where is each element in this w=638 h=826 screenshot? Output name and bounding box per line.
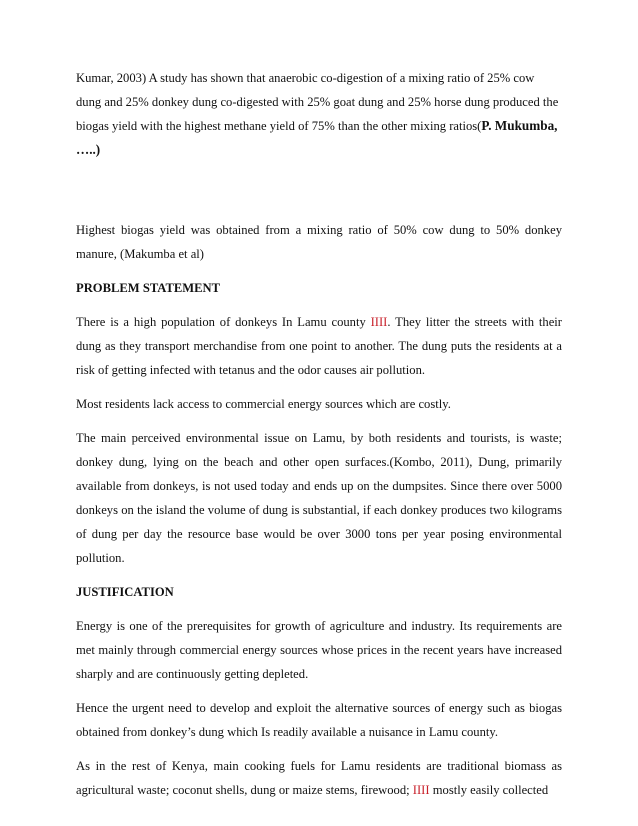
heading-problem-statement: PROBLEM STATEMENT	[76, 281, 221, 295]
paragraph-urgent-need: Hence the urgent need to develop and exploit the alternative sources of energy such as biogas obtained from donkey’s dung which Is readily available a nuisance in Lamu county.	[76, 701, 562, 739]
paragraph-donkey-population	[76, 310, 562, 382]
paragraph-cooking-fuels	[76, 754, 562, 802]
paragraph-energy-access: Most residents lack access to commercial energy sources which are costly.	[76, 397, 451, 411]
paragraph-cooking-fuels-start: As in the rest of Kenya, main cooking fuels for Lamu residents are traditional biomass as agricultural waste; coconut shells, dung or maize stems, firewood;	[76, 759, 562, 797]
reference-marker: IIII	[412, 783, 430, 797]
paragraph-environmental-issue: The main perceived environmental issue on Lamu, by both residents and tourists, is waste; donkey dung, lying on the beach and other open surfaces.(Kombo, 2011), Dung, primarily available from donkeys, is not used today and ends up on the dumpsites. Since there over 5000 donkeys on the island the volume of dung is substantial, if each donkey produces two kilograms of dung per day the resource base would be over 3000 tons per year posing environmental pollution.	[76, 431, 562, 565]
paragraph-energy-prerequisites: Energy is one of the prerequisites for growth of agriculture and industry. Its requirements are met mainly through commercial energy sources whose prices in the recent years have increased sharply and are continuously getting depleted.	[76, 619, 562, 681]
paragraph-co-digestion-text: Kumar, 2003) A study has shown that anaerobic co-digestion of a mixing ratio of 25% cow dung and 25% donkey dung co-digested with 25% goat dung and 25% horse dung produced the biogas yield with the highest methane yield of 75% than the other mixing ratios(	[76, 71, 559, 133]
reference-marker: IIII	[370, 315, 388, 329]
paragraph-donkey-population-start: There is a high population of donkeys In Lamu county	[76, 315, 371, 329]
paragraph-donkey-population-end: . They litter the streets with their dung as they transport merchandise from one point to another. The dung puts the residents at a risk of getting infected with tetanus and the odor causes air pollution.	[76, 315, 562, 377]
paragraph-cooking-fuels-end: mostly easily collected	[429, 783, 549, 797]
heading-justification: JUSTIFICATION	[76, 585, 174, 599]
paragraph-co-digestion	[76, 66, 562, 162]
paragraph-highest-yield: Highest biogas yield was obtained from a mixing ratio of 50% cow dung to 50% donkey manure, (Makumba et al)	[76, 223, 562, 261]
citation-mukumba: P. Mukumba, …..)	[76, 118, 558, 157]
